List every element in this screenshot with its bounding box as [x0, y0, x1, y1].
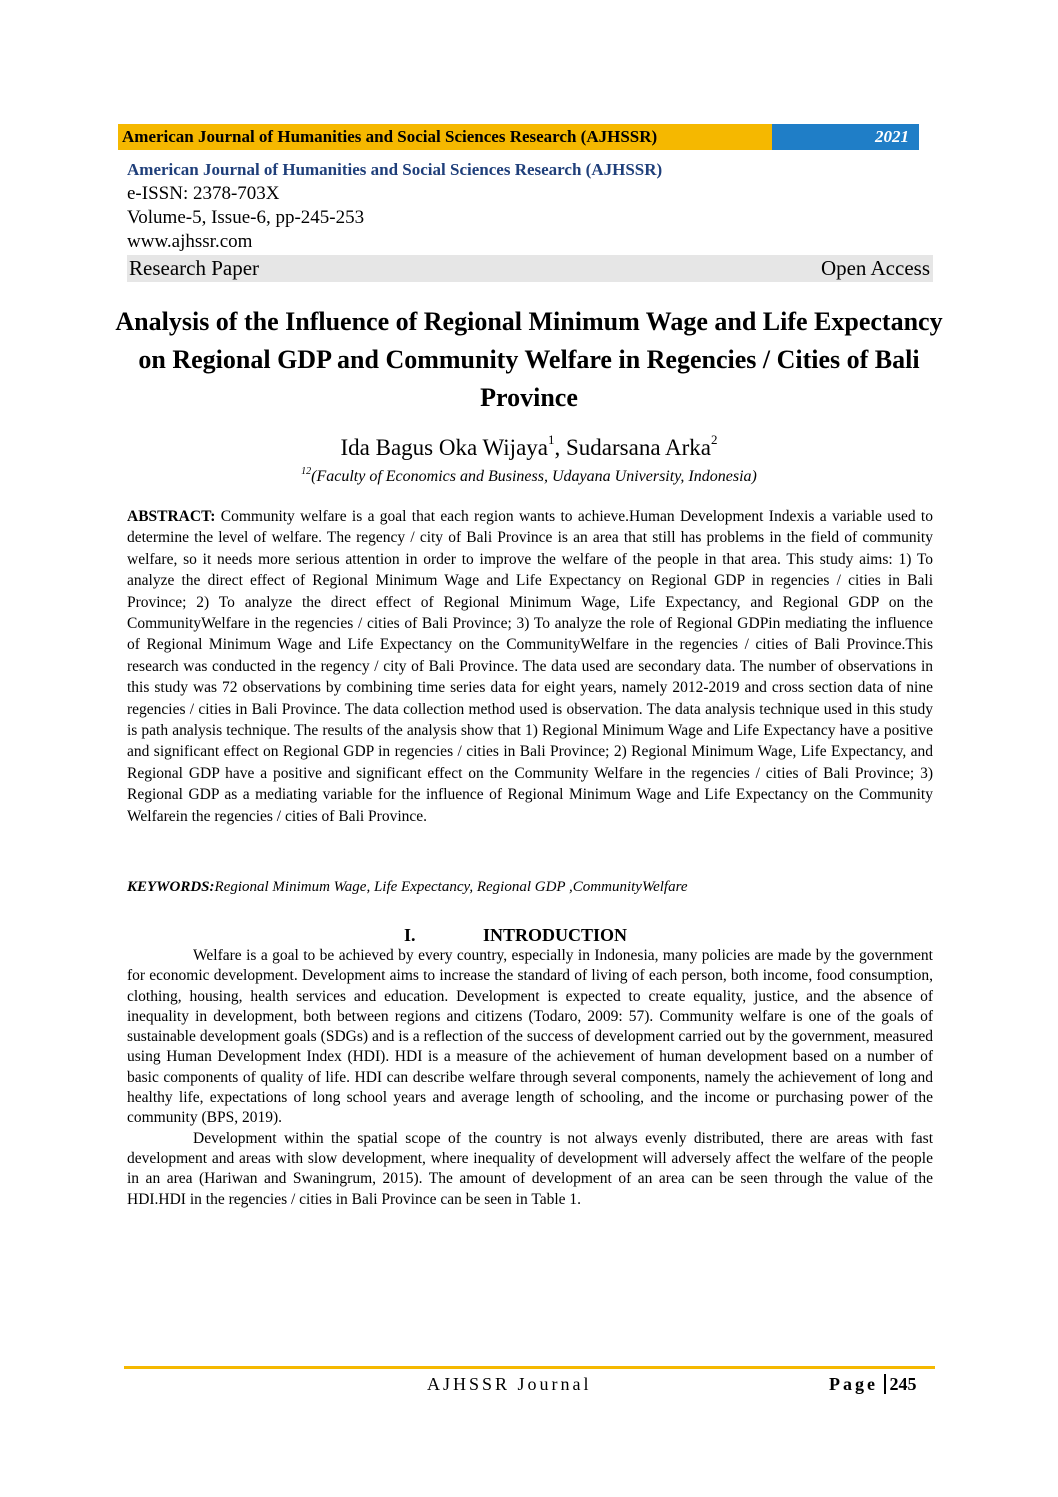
author-name: Sudarsana Arka — [566, 435, 711, 460]
affiliation-text: (Faculty of Economics and Business, Udayana University, Indonesia) — [311, 468, 757, 485]
author-superscript: 1 — [548, 432, 555, 447]
footer-rule — [124, 1366, 935, 1369]
footer-journal: AJHSSR Journal — [427, 1374, 592, 1394]
affiliation — [0, 467, 1058, 487]
author-separator: , — [554, 435, 566, 460]
affiliation-superscript: 12 — [301, 466, 312, 477]
paragraph: Welfare is a goal to be achieved by every country, especially in Indonesia, many policies are made by the government for economic development. Development aims to increase the standard of living of each person, both income, food consumption, clothing, housing, health services and education. Development is expected to create equality, justice, and the absence of inequality in development, both between regions and citizens (Todaro, 2009: 57). Community welfare is one of the goals of sustainable development goals (SDGs) and is a reflection of the success of development carried out by the government, measured using Human Development Index (HDI). HDI is a measure of the achievement of human development based on a number of basic components of quality of life. HDI can describe welfare through several components, namely the achievement of long and healthy life, expectations of long school years and average length of schooling, and the income or purchasing power of the community (BPS, 2019). — [127, 947, 933, 1127]
author-superscript: 2 — [711, 432, 718, 447]
journal-info — [127, 158, 933, 282]
abstract — [127, 506, 933, 827]
running-header-journal: American Journal of Humanities and Social Sciences Research (AJHSSR) — [118, 124, 772, 150]
open-access-label: Open Access — [820, 256, 930, 280]
page-number: 245 — [884, 1374, 916, 1394]
journal-eissn: e-ISSN: 2378-703X — [127, 183, 280, 204]
keywords — [127, 877, 933, 897]
abstract-text: Community welfare is a goal that each region wants to achieve.Human Development Indexis a variable used to determine the level of welfare. The regency / city of Bali Province is an area that still has problems in the field of community welfare, so it needs more serious attention in order to improve the welfare of the people in that area. This study aims: 1) To analyze the direct effect of Regional Minimum Wage and Life Expectancy on Regional GDP in regencies / cities in Bali Province; 2) To analyze the direct effect of Regional Minimum Wage, Life Expectancy, and Regional GDP on the CommunityWelfare in the regencies / cities of Bali Province; 3) To analyze the role of Regional GDPin mediating the influence of Regional Minimum Wage and Life Expectancy on the CommunityWelfare in the regencies / cities of Bali Province.This research was conducted in the regency / city of Bali Province. The data used are secondary data. The number of observations in this study was 72 observations by combining time series data for eight years, namely 2012-2019 and cross section data of nine regencies / cities in Bali Province. The data collection method used is observation. The data analysis technique used in this study is path analysis technique. The results of the analysis show that 1) Regional Minimum Wage and Life Expectancy have a positive and significant effect on Regional GDP in regencies / cities in Bali Province; 2) Regional Minimum Wage, Life Expectancy, and Regional GDP have a positive and significant effect on the Community Welfare in the regencies / cities of Bali Province; 3) Regional GDP as a mediating variable for the influence of Regional Minimum Wage and Life Expectancy on the Community Welfarein the regencies / cities of Bali Province. — [127, 508, 933, 825]
journal-website: www.ajhssr.com — [127, 231, 253, 252]
journal-volume: Volume-5, Issue-6, pp-245-253 — [127, 207, 365, 228]
abstract-label: ABSTRACT: — [127, 508, 216, 525]
footer-page — [829, 1373, 916, 1395]
introduction-body — [127, 946, 933, 1210]
running-header — [118, 124, 919, 150]
running-header-year: 2021 — [772, 124, 919, 150]
keywords-text: Regional Minimum Wage, Life Expectancy, Regional GDP ,CommunityWelfare — [214, 879, 688, 895]
paper-title: Analysis of the Influence of Regional Minimum Wage and Life Expectancy on Regional GDP and Community Welfare in Regencies / Cities of Bali Province — [115, 307, 943, 412]
paper-type-bar — [127, 255, 933, 282]
section-title: INTRODUCTION — [483, 925, 628, 945]
author-name: Ida Bagus Oka Wijaya — [340, 435, 548, 460]
author-line — [0, 433, 1058, 463]
journal-name: American Journal of Humanities and Social Sciences Research (AJHSSR) — [127, 160, 663, 179]
paragraph: Development within the spatial scope of the country is not always evenly distributed, there are areas with fast development and areas with slow development, where inequality of development will adversely affect the welfare of the people in an area (Hariwan and Swaningrum, 2015). The amount of development of an area can be seen through the value of the HDI.HDI in the regencies / cities in Bali Province can be seen in Table 1. — [127, 1129, 933, 1208]
section-number: I. — [404, 925, 416, 945]
keywords-label: KEYWORDS: — [127, 879, 215, 895]
page-label: Page — [829, 1374, 878, 1394]
paper-type: Research Paper — [129, 256, 260, 280]
